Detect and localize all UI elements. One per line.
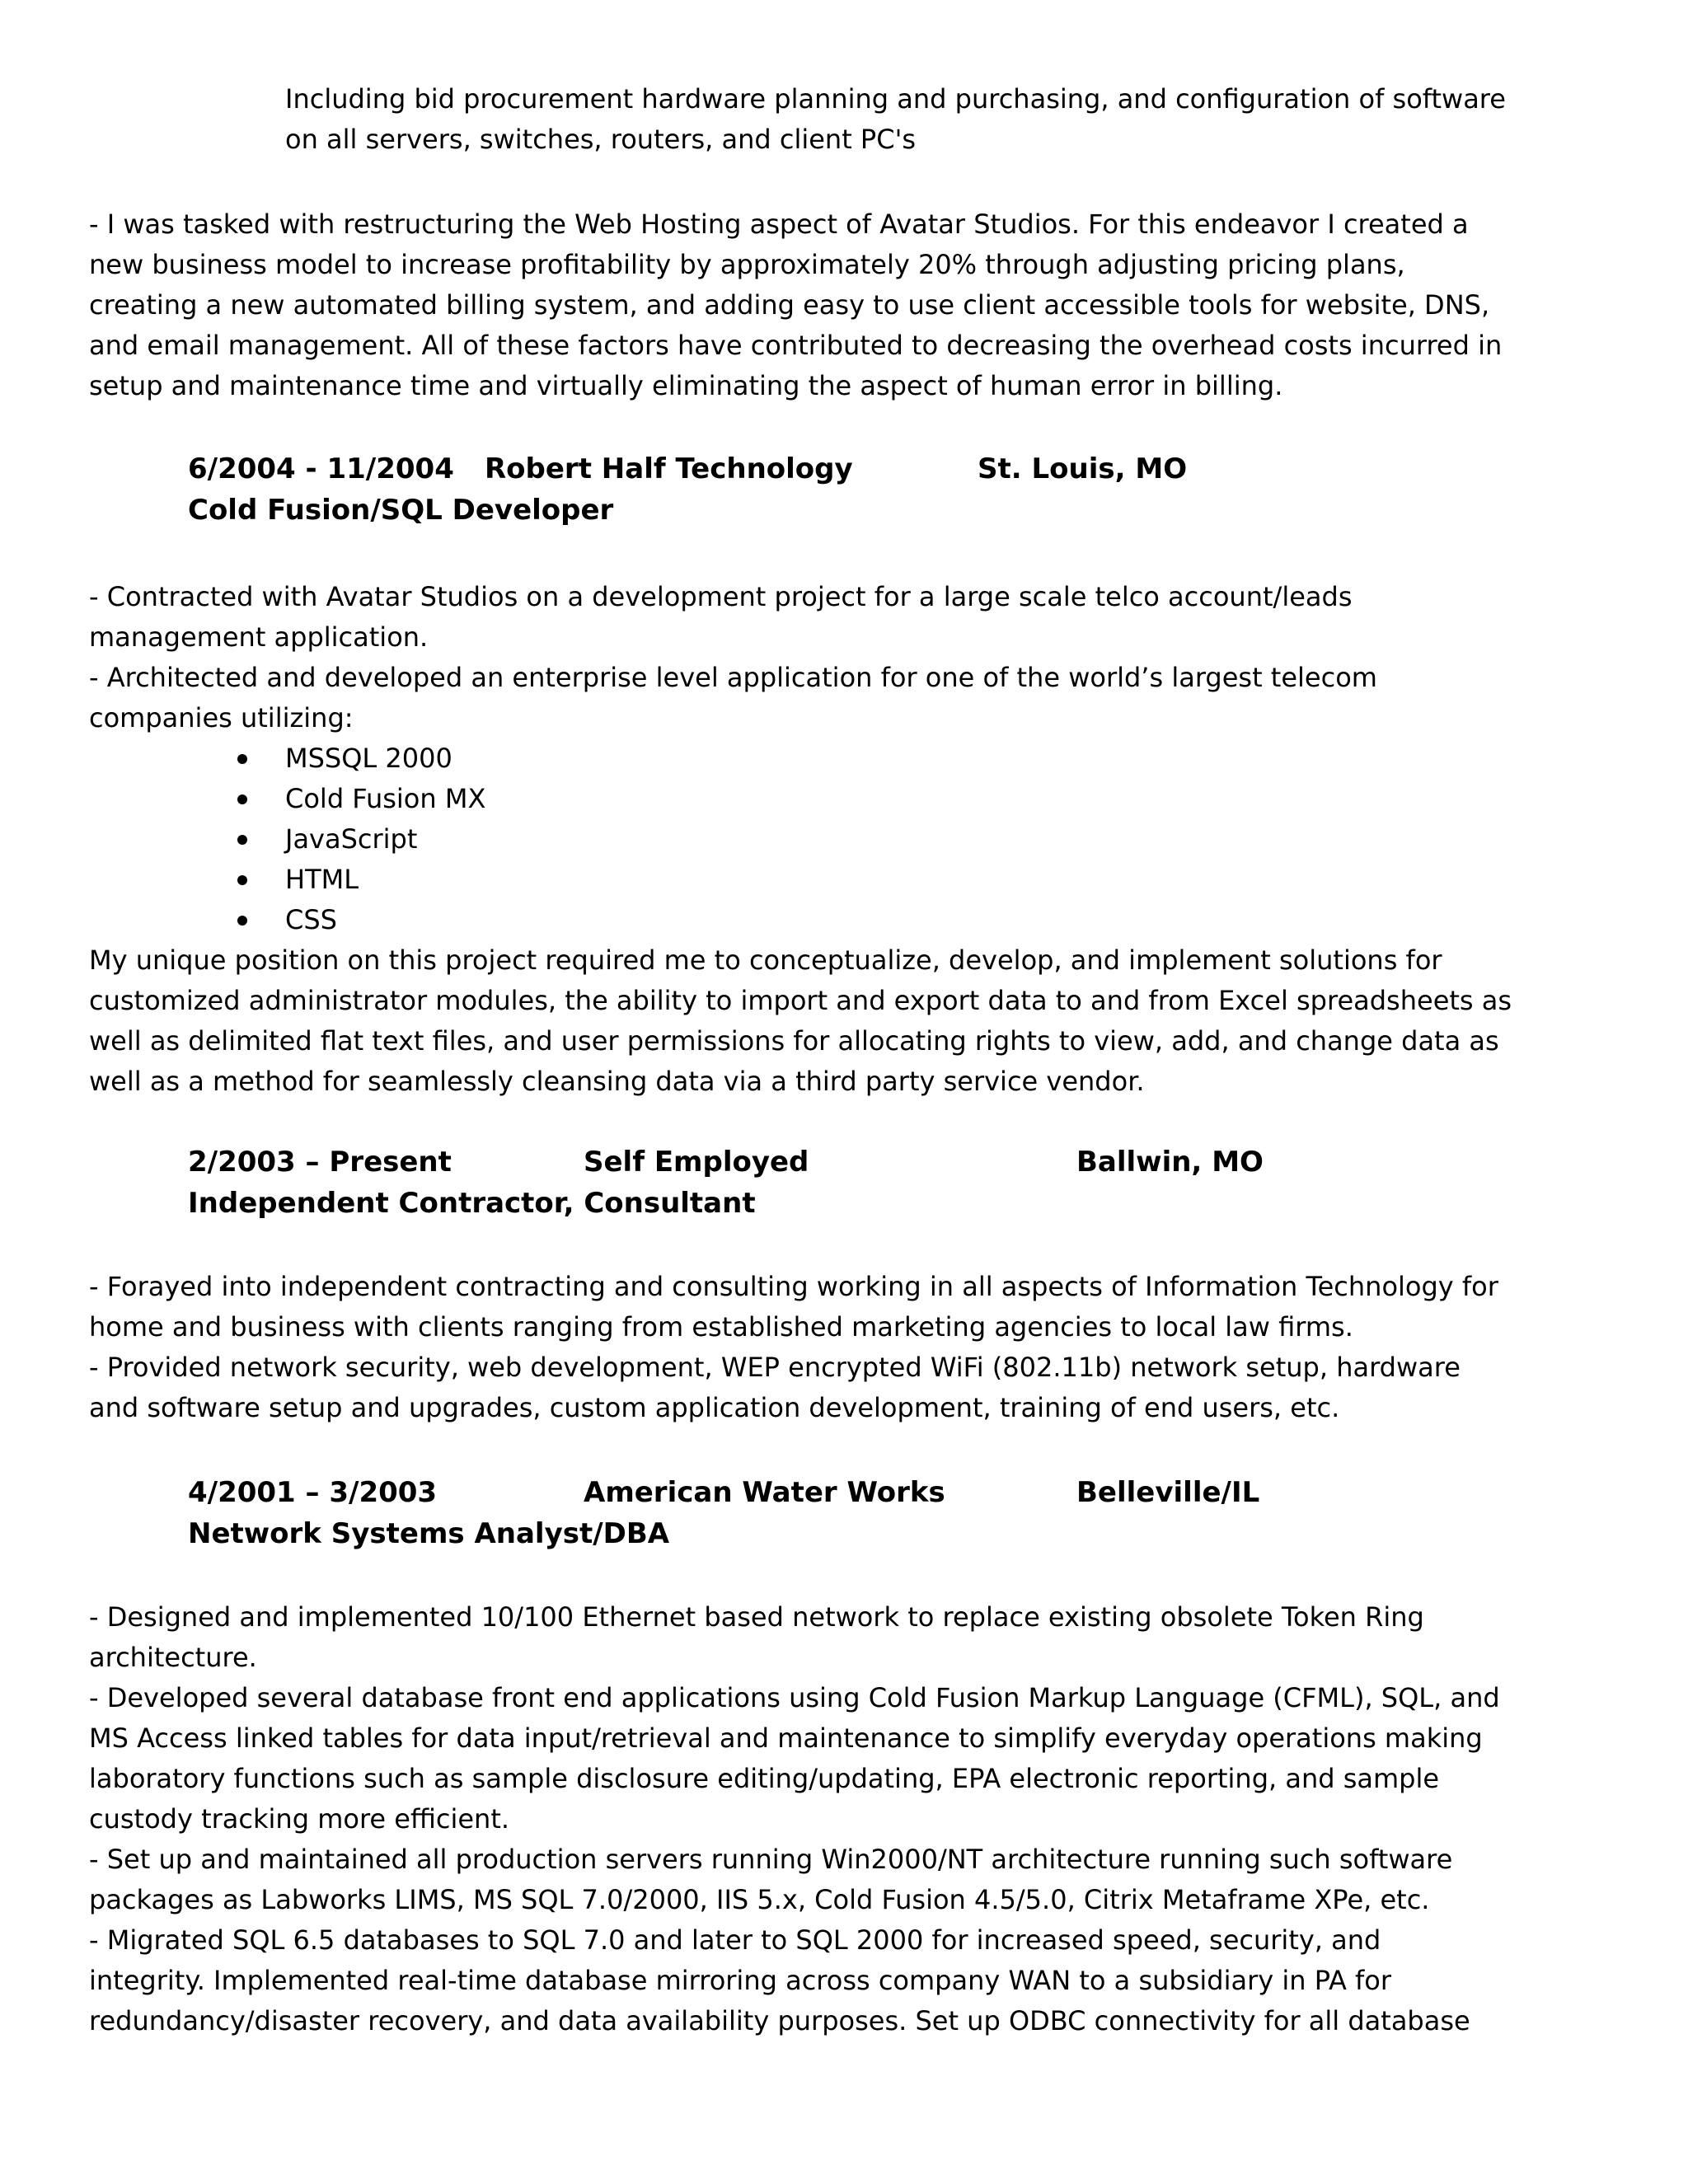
list-item: [231, 860, 485, 900]
bullet-icon: [237, 916, 247, 926]
list-item-text: HTML: [285, 864, 359, 895]
paragraph-line: and software setup and upgrades, custom application development, training of end users, etc.: [89, 1392, 1340, 1423]
job-company: American Water Works: [584, 1476, 945, 1509]
job-company: Self Employed: [584, 1146, 809, 1179]
paragraph-line: - Migrated SQL 6.5 databases to SQL 7.0 and later to SQL 2000 for increased speed, security, and: [89, 1924, 1381, 1956]
bullet-icon: [237, 794, 247, 804]
paragraph-line: setup and maintenance time and virtually eliminating the aspect of human error in billing.: [89, 370, 1283, 401]
paragraph-line: customized administrator modules, the ability to import and export data to and from Excel spreadsheets as: [89, 985, 1512, 1016]
paragraph-line: architecture.: [89, 1642, 257, 1673]
intro-paragraph: [285, 79, 1604, 160]
job-title: Independent Contractor, Consultant: [188, 1187, 756, 1220]
paragraph-line: - I was tasked with restructuring the Web Hosting aspect of Avatar Studios. For this endeavor I created a: [89, 209, 1469, 240]
job-title: Cold Fusion/SQL Developer: [188, 494, 614, 527]
paragraph-line: packages as Labworks LIMS, MS SQL 7.0/2000, IIS 5.x, Cold Fusion 4.5/5.0, Citrix Metaframe XPe, etc.: [89, 1884, 1430, 1915]
paragraph-line: custody tracking more efficient.: [89, 1803, 510, 1835]
paragraph-line: well as a method for seamlessly cleansing data via a third party service vendor.: [89, 1066, 1145, 1097]
paragraph-line: - Set up and maintained all production servers running Win2000/NT architecture running such software: [89, 1844, 1453, 1875]
skills-list: [231, 738, 485, 940]
job-dates: 4/2001 – 3/2003: [188, 1476, 438, 1509]
intro-line: Including bid procurement hardware planning and purchasing, and configuration of software: [285, 83, 1506, 115]
job-location: Ballwin, MO: [1076, 1146, 1264, 1179]
paragraph-line: home and business with clients ranging from established marketing agencies to local law firms.: [89, 1311, 1353, 1343]
paragraph-line: new business model to increase profitability by approximately 20% through adjusting pricing plans,: [89, 249, 1405, 280]
list-item: [231, 738, 485, 779]
paragraph-line: - Contracted with Avatar Studios on a development project for a large scale telco account/leads: [89, 581, 1353, 612]
paragraph-line: - Forayed into independent contracting and consulting working in all aspects of Information Technology for: [89, 1271, 1498, 1302]
bullet-icon: [237, 835, 247, 845]
paragraph-line: MS Access linked tables for data input/retrieval and maintenance to simplify everyday operations making: [89, 1722, 1483, 1754]
paragraph-line: - Developed several database front end applications using Cold Fusion Markup Language (CFML), SQL, and: [89, 1682, 1500, 1713]
paragraph-line: companies utilizing:: [89, 702, 354, 733]
job-location: St. Louis, MO: [978, 452, 1188, 485]
paragraph-line: laboratory functions such as sample disclosure editing/updating, EPA electronic reporting, and sample: [89, 1763, 1440, 1794]
list-item: [231, 779, 485, 819]
job-dates: 2/2003 – Present: [188, 1146, 452, 1179]
list-item: [231, 900, 485, 940]
job-company: Robert Half Technology: [485, 452, 853, 485]
paragraph-line: - Provided network security, web development, WEP encrypted WiFi (802.11b) network setup, hardware: [89, 1352, 1461, 1383]
paragraph-line: creating a new automated billing system, and adding easy to use client accessible tools for website, DNS,: [89, 289, 1490, 321]
bullet-icon: [237, 754, 247, 764]
job-description: [89, 1267, 1614, 1428]
list-item: [231, 819, 485, 860]
paragraph-line: - Architected and developed an enterprise level application for one of the world’s largest telecom: [89, 662, 1377, 693]
job-description: [89, 577, 1614, 738]
job-description: [89, 1597, 1614, 2041]
paragraph-line: My unique position on this project required me to conceptualize, develop, and implement solutions for: [89, 944, 1442, 976]
job-dates: 6/2004 - 11/2004: [188, 452, 454, 485]
paragraph-line: - Designed and implemented 10/100 Ethernet based network to replace existing obsolete Token Ring: [89, 1601, 1424, 1633]
paragraph-line: and email management. All of these factors have contributed to decreasing the overhead costs incurred in: [89, 330, 1503, 361]
paragraph-line: well as delimited flat text files, and user permissions for allocating rights to view, add, and change data as: [89, 1025, 1499, 1057]
intro-line: on all servers, switches, routers, and client PC's: [285, 124, 917, 155]
web-hosting-paragraph: [89, 204, 1614, 406]
list-item-text: JavaScript: [285, 823, 418, 855]
list-item-text: CSS: [285, 904, 337, 935]
paragraph-line: management application.: [89, 621, 429, 653]
paragraph-line: integrity. Implemented real-time database mirroring across company WAN to a subsidiary in PA for: [89, 1965, 1392, 1996]
list-item-text: MSSQL 2000: [285, 743, 452, 774]
job-description: [89, 940, 1614, 1102]
bullet-icon: [237, 875, 247, 885]
list-item-text: Cold Fusion MX: [285, 783, 486, 814]
job-location: Belleville/IL: [1076, 1476, 1260, 1509]
paragraph-line: redundancy/disaster recovery, and data availability purposes. Set up ODBC connectivity for all database: [89, 2005, 1470, 2036]
job-title: Network Systems Analyst/DBA: [188, 1517, 670, 1550]
